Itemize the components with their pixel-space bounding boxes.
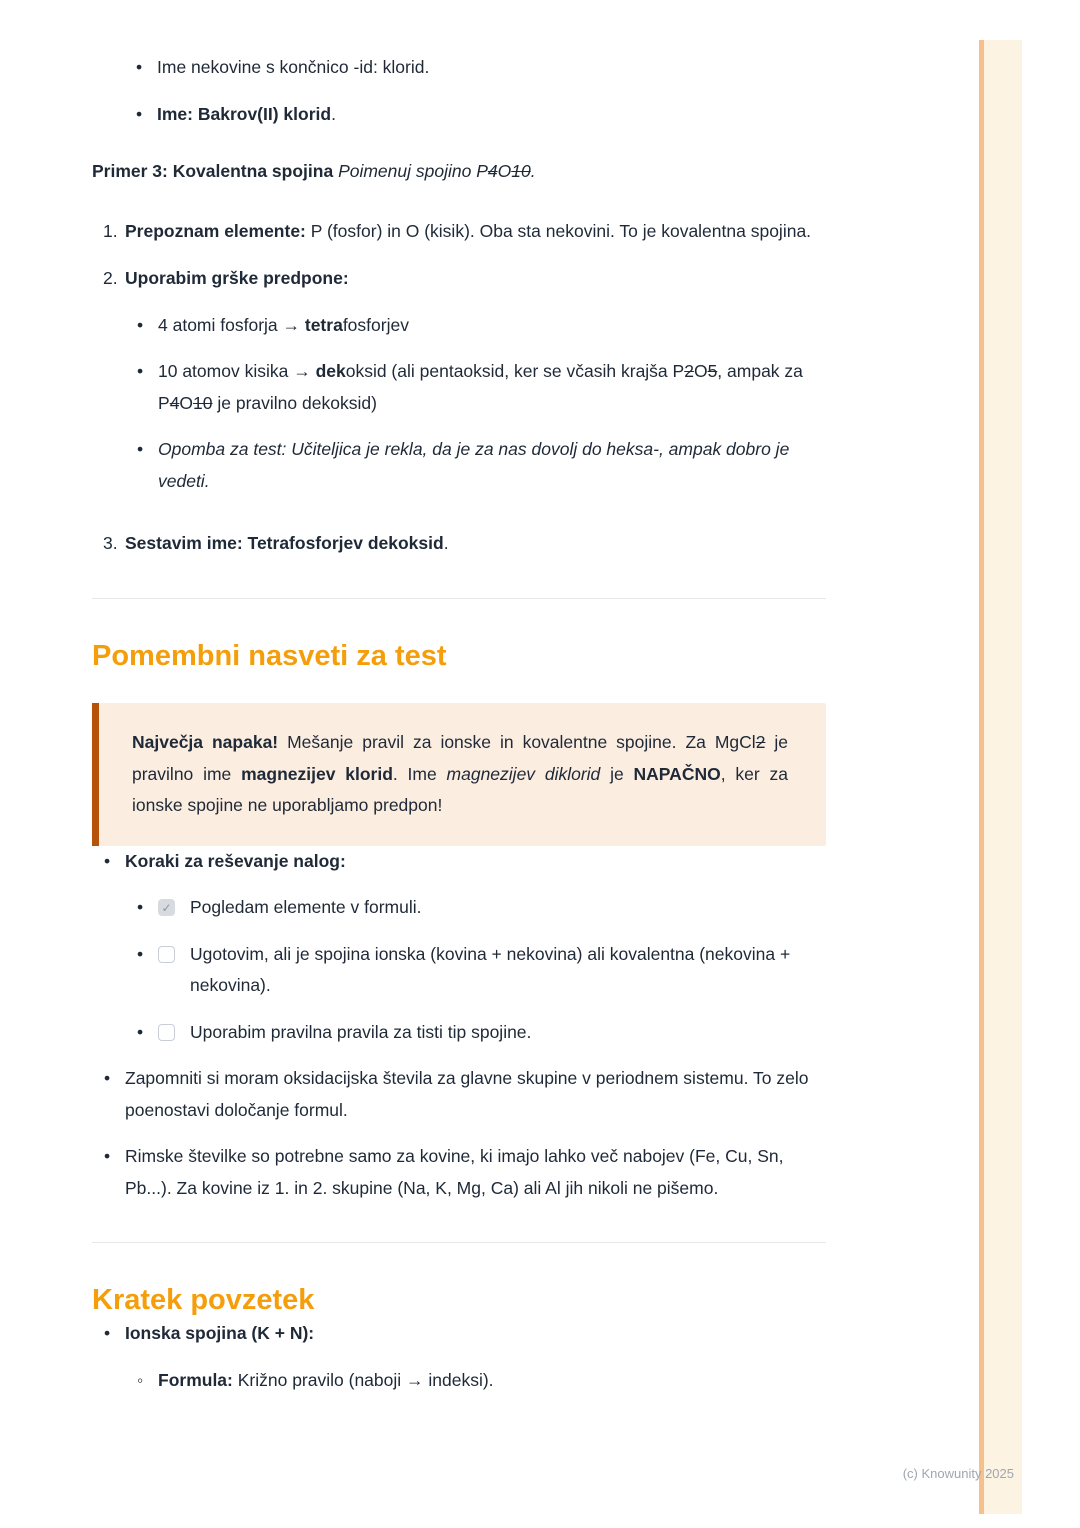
checklist-item-text: • Ugotovim, ali je spojina ionska (kovina + nekovina) ali kovalentna (nekovina + nekovina). — [190, 943, 791, 996]
document-content — [92, 52, 826, 1411]
checklist — [137, 892, 826, 1048]
checkbox[interactable] — [158, 1024, 175, 1041]
list-item — [137, 434, 826, 497]
ordered-item-text: Uporabim grške predpone: — [125, 268, 349, 288]
summary-section-heading: Kratek povzetek — [92, 1284, 315, 1317]
checklist-item — [137, 1017, 826, 1049]
checklist-item — [137, 939, 826, 1002]
list-item-text: Ime: Bakrov(II) klorid. — [157, 103, 336, 124]
section-divider — [92, 1242, 826, 1243]
list-item — [136, 99, 826, 131]
list-item — [104, 1063, 826, 1126]
ordered-item — [92, 528, 826, 560]
checkbox[interactable] — [158, 899, 175, 916]
tips-section-heading: Pomembni nasveti za test — [92, 639, 447, 672]
section-divider — [92, 598, 826, 599]
ordered-item-body — [125, 263, 826, 512]
copyright-watermark: (c) Knowunity 2025 — [902, 1466, 1014, 1481]
list-item — [104, 846, 826, 1049]
list-item-text: Zapomniti si moram oksidacijska števila za glavne skupine v periodnem sistemu. To zelo poenostavi določanje formul. — [125, 1068, 809, 1120]
list-item-text: 10 atomov kisika → dekoksid (ali pentaoksid, ker se včasih krajša P2O5, ampak za P4O10 je pravilno dekoksid) — [158, 361, 803, 413]
page-margin-stripe — [979, 40, 1022, 1514]
checklist-item-text: • Uporabim pravilna pravila za tisti tip spojine. — [190, 1021, 532, 1042]
intro-bullet-list — [136, 52, 826, 130]
checklist-item-text: • Pogledam elemente v formuli. — [190, 897, 422, 918]
list-item-text: Opomba za test: Učiteljica je rekla, da je za nas dovolj do heksa-, ampak dobro je vedeti. — [158, 439, 790, 491]
list-item — [137, 356, 826, 419]
tips-bullet-list — [104, 846, 826, 1205]
ordered-item-number: 3. — [103, 533, 118, 553]
list-item-text: 4 atomi fosforja → tetrafosforjev — [158, 314, 409, 335]
list-item — [104, 1318, 826, 1396]
ordered-item-text: Prepoznam elemente: P (fosfor) in O (kisik). Oba sta nekovini. To je kovalentna spojina. — [125, 220, 812, 241]
list-item-text: Rimske številke so potrebne samo za kovine, ki imajo lahko več nabojev (Fe, Cu, Sn, Pb...). Za kovine iz 1. in 2. skupine (Na, K, Mg, Ca) ali Al jih nikoli ne pišemo. — [125, 1146, 784, 1198]
ordered-item-text: Sestavim ime: Tetrafosforjev dekoksid. — [125, 533, 449, 553]
callout-text: Največja napaka! Mešanje pravil za ionske in kovalentne spojine. Za MgCl2 je pravilno ime magnezijev klorid. Ime magnezijev diklorid je NAPAČNO, ker za ionske spojine ne uporabljamo predpon! — [132, 732, 789, 816]
ordered-item — [92, 216, 826, 248]
summary-sub-list — [137, 1365, 826, 1397]
list-item — [137, 1365, 826, 1397]
list-item-text: Ime nekovine s končnico -id: klorid. — [157, 57, 430, 77]
list-item — [136, 52, 826, 84]
checklist-row — [158, 1017, 826, 1049]
ordered-item — [92, 263, 826, 512]
steps-ordered-list — [92, 216, 826, 560]
list-item — [137, 310, 826, 342]
primer3-paragraph: Primer 3: Kovalentna spojina Poimenuj spojino P4O10. — [92, 161, 536, 181]
checklist-row — [158, 939, 826, 1002]
checklist-item — [137, 892, 826, 924]
list-item-text: Ionska spojina (K + N): — [125, 1323, 315, 1344]
summary-bullet-list — [104, 1318, 826, 1396]
checkbox[interactable] — [158, 946, 175, 963]
ordered-item-number: 2. — [103, 268, 118, 288]
ordered-item-number: 1. — [103, 220, 118, 241]
sub-bullet-list — [137, 310, 826, 498]
warning-callout — [92, 703, 826, 846]
list-item — [104, 1141, 826, 1204]
list-item-text: Formula: Križno pravilo (naboji → indeksi). — [158, 1369, 494, 1390]
checklist-row — [158, 892, 826, 924]
list-item-text: Koraki za reševanje nalog: — [125, 850, 346, 871]
